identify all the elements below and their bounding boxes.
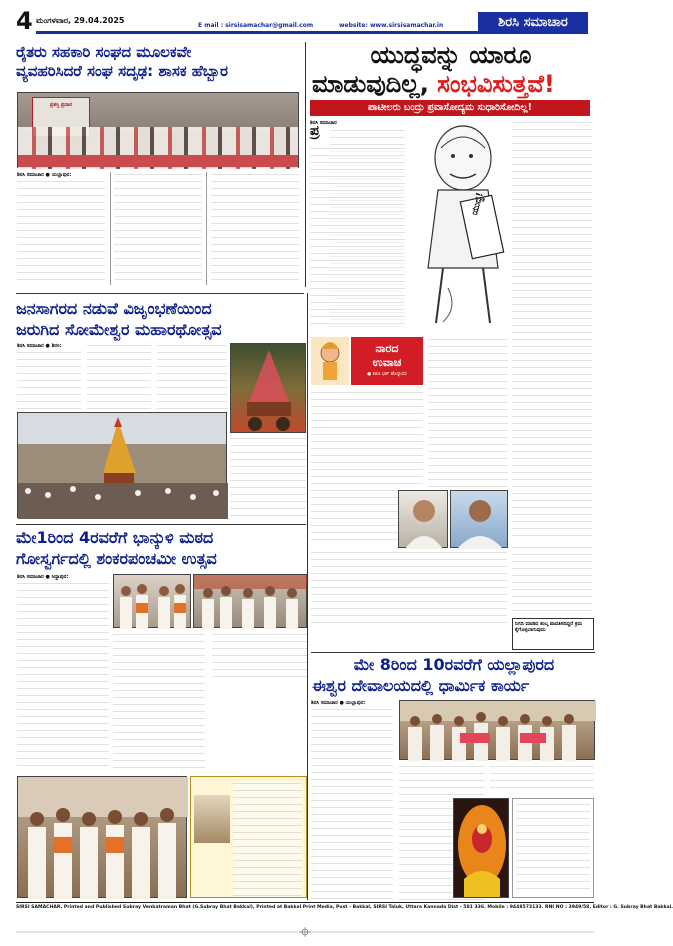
story3-photo-chariot xyxy=(230,343,306,433)
column-box xyxy=(311,337,423,385)
story3-photo-crowd xyxy=(17,412,227,518)
cartoon-sign-text: ಯುದ್ಧ! xyxy=(470,191,486,217)
column-mascot xyxy=(311,337,349,385)
column-author: ● ಕಿರಣ ಭಟ್ ಹೊನ್ನಾವರ xyxy=(367,372,407,377)
story2-col3-text xyxy=(512,120,592,540)
story4-photo xyxy=(113,574,191,628)
notice-text: ನಿಗದಿ ಮಾಡಿದ ಶುಲ್ಕ ಪಾವತಿಸದಿದ್ದರೆ ಕ್ರಮ ಕೈಗೊಳ್ಳಲಾಗುವುದು xyxy=(515,621,583,633)
story2-tail-text xyxy=(311,550,507,626)
story2-subheadline: ಪಾಟೀಲರು ಬಂದ್ರು ಪ್ರವಾಸೋದ್ಯಮ ಸುಧಾರಿಸೋದಿಲ್ಲ! xyxy=(368,102,532,113)
registration-marks xyxy=(16,922,594,932)
story1-col3-text xyxy=(211,172,299,285)
release-photo xyxy=(400,701,596,761)
story5-dateline: ಶಿರಸಿ ಸಮಾಚಾರ ● ಯಲ್ಲಾಪುರ: xyxy=(311,700,366,706)
col-rule xyxy=(110,172,111,285)
section-rule xyxy=(311,652,595,653)
story4-col3 xyxy=(212,632,307,682)
story2-subheadline-bar xyxy=(310,100,590,116)
story3-headline-line2: ಜರುಗಿದ ಸೋಮೇಶ್ವರ ಮಹಾರಥೋತ್ಸವ xyxy=(16,319,222,339)
story3-dateline: ಶಿರಸಿ ಸಮಾಚಾರ ● ಶಿರಸಿ: xyxy=(17,343,62,349)
story2-headline xyxy=(312,42,590,98)
story1-col2 xyxy=(114,172,202,285)
story1-col2-text xyxy=(114,172,202,285)
story2-col1-text xyxy=(310,146,405,330)
deity-icon xyxy=(454,799,510,899)
story4-col2 xyxy=(113,632,205,772)
story2-headline-black: ಮಾಡುವುದಿಲ್ಲ, xyxy=(312,70,429,99)
vertical-divider xyxy=(307,293,308,900)
story1-dateline: ಶಿರಸಿ ಸಮಾಚಾರ ● ಯಲ್ಲಾಪುರ: xyxy=(17,172,72,178)
story1-body xyxy=(17,172,299,285)
story2-headline-red: ಸಂಭವಿಸುತ್ತವೆ! xyxy=(437,70,555,99)
paper-name: ಶಿರಸಿ ಸಮಾಚಾರ xyxy=(498,15,568,30)
felicitation-photo xyxy=(18,777,188,899)
group-photo xyxy=(194,575,308,629)
story5-col3 xyxy=(490,764,594,794)
story3-col3 xyxy=(157,343,227,409)
story4-dateline: ಶಿರಸಿ ಸಮಾಚಾರ ● ಸಿದ್ದಾಪುರ: xyxy=(17,574,69,580)
crowd-scene xyxy=(18,413,228,519)
person-icon xyxy=(451,491,509,549)
registration-marks-svg xyxy=(16,927,594,937)
column-title-box xyxy=(351,337,423,385)
story4-col2-text xyxy=(113,632,205,772)
story1-col3 xyxy=(211,172,299,285)
story5-headline-line1: ಮೇ 8ರಿಂದ 10ರವರೆಗೆ ಯಲ್ಲಾಪುರದ xyxy=(353,655,555,674)
story3-col4 xyxy=(230,436,306,520)
chariot-icon xyxy=(231,344,307,434)
banner-text: ಪ್ರಶಸ್ತಿ ಪ್ರದಾನ xyxy=(49,102,73,108)
story5-photo xyxy=(399,700,595,760)
story2-col3-lower-text xyxy=(512,545,592,615)
story1-col1-text xyxy=(17,179,105,285)
issue-date: ಮಂಗಳವಾರ, 29.04.2025 xyxy=(36,16,125,25)
story4-advert xyxy=(190,776,307,898)
portrait-left xyxy=(398,490,448,548)
cartoon-illustration xyxy=(408,118,508,330)
story4-headline-line1: ಮೇ1ರಿಂದ 4ರವರೆಗೆ ಭಾನ್ಕುಳಿ ಮಠದ xyxy=(16,528,214,547)
story2-col3 xyxy=(512,120,592,540)
story3-body-top xyxy=(17,343,227,409)
group-photo xyxy=(114,575,192,629)
story3-col2-text xyxy=(87,343,151,409)
website-line xyxy=(339,22,443,29)
story1-photo xyxy=(17,92,299,168)
story4-photo-bottom xyxy=(17,776,187,898)
col-rule xyxy=(206,172,207,285)
email-line xyxy=(198,22,313,29)
table-front xyxy=(18,155,298,167)
section-rule xyxy=(16,293,304,294)
story2-col2-lower xyxy=(428,337,508,487)
section-rule xyxy=(16,524,306,525)
deity-photo xyxy=(453,798,509,898)
story5-col3-text xyxy=(490,764,594,794)
masthead xyxy=(0,0,600,38)
person-icon xyxy=(399,491,449,549)
column-title: ನಾರದ xyxy=(375,342,399,355)
masthead-blue-bar xyxy=(36,31,478,34)
story5-col1 xyxy=(311,700,393,900)
story5-headline xyxy=(312,656,596,694)
story2-headline-line1: ಯುದ್ಧವನ್ನು ಯಾರೂ xyxy=(370,41,532,69)
cartoon-svg xyxy=(408,118,508,330)
story4-col1-text xyxy=(17,581,109,770)
story5-advert xyxy=(512,798,594,898)
story2-col2-lower-text xyxy=(428,337,508,487)
story3-headline-line1: ಜನಸಾಗರದ ನಡುವೆ ವಿಜೃಂಭಣೆಯಿಂದ xyxy=(16,299,212,318)
footer-rule xyxy=(16,902,594,903)
story4-photo-right xyxy=(193,574,307,628)
story1-headline-line1: ರೈತರು ಸಹಕಾರಿ ಸಂಘದ ಮೂಲಕವೇ xyxy=(16,43,192,61)
column-subtitle: ಉವಾಚ xyxy=(372,356,402,369)
email-link[interactable]: sirsisamachar@gmail.com xyxy=(225,22,314,29)
story4-headline-line2: ಗೋಸ್ವರ್ಗದಲ್ಲಿ ಶಂಕರಪಂಚಮೀ ಉತ್ಸವ xyxy=(16,548,217,568)
story3-col1 xyxy=(17,343,81,409)
website-link[interactable]: www.sirsisamachar.in xyxy=(369,22,444,29)
story5-advert-text xyxy=(516,802,590,894)
story5-col1-text xyxy=(311,707,393,900)
story1-headline xyxy=(16,44,312,79)
vertical-divider xyxy=(305,42,306,287)
story2-tail xyxy=(311,550,507,626)
advert-text xyxy=(233,781,302,897)
story2-dateline: ಶಿರಸಿ ಸಮಾಚಾರ xyxy=(310,120,337,126)
page-number: 4 xyxy=(16,7,33,35)
paper-name-box xyxy=(478,12,588,34)
story4-col1 xyxy=(17,574,109,770)
story2-col3-lower xyxy=(512,545,592,615)
story3-headline xyxy=(16,300,306,338)
story2-headline-line2 xyxy=(312,71,590,97)
narada-icon xyxy=(311,337,349,385)
story4-col3-text xyxy=(212,632,307,682)
story1-headline-line2: ವ್ಯವಹರಿಸಿದರೆ ಸಂಘ ಸದೃಢ: ಶಾಸಕ ಹೆಬ್ಬಾರ xyxy=(16,61,228,80)
story2-col1 xyxy=(310,120,405,330)
story5-headline-line2: ಈಶ್ವರ ದೇವಾಲಯದಲ್ಲಿ ಧಾರ್ಮಿಕ ಕಾರ್ಯ xyxy=(312,675,530,695)
drop-cap: ಪ್ರ xyxy=(310,123,320,139)
story3-col4-text xyxy=(230,436,306,520)
story3-col2 xyxy=(87,343,151,409)
notice-box xyxy=(512,618,594,650)
email-label: E mail : xyxy=(198,22,224,29)
story1-col1 xyxy=(17,172,105,285)
story3-col3-text xyxy=(157,343,227,409)
story3-col1-text xyxy=(17,350,81,409)
footer-imprint: SIRSI SAMACHAR, Printed and Published Subray Venkatraman Bhat (G.Subray Bhat Bakkal), Printed at Bakkal Print Media, Post - Bakkal, SIRSI Taluk, Uttara Kannada Dist - 581 336. Mobile : 9448573133. RNI NO : 3949/58, Editor : G. Subray Bhat Bakkal. xyxy=(16,905,673,910)
advert-portrait xyxy=(194,795,230,843)
portrait-right xyxy=(450,490,508,548)
website-label: website: xyxy=(339,22,368,29)
story4-headline xyxy=(16,529,308,567)
